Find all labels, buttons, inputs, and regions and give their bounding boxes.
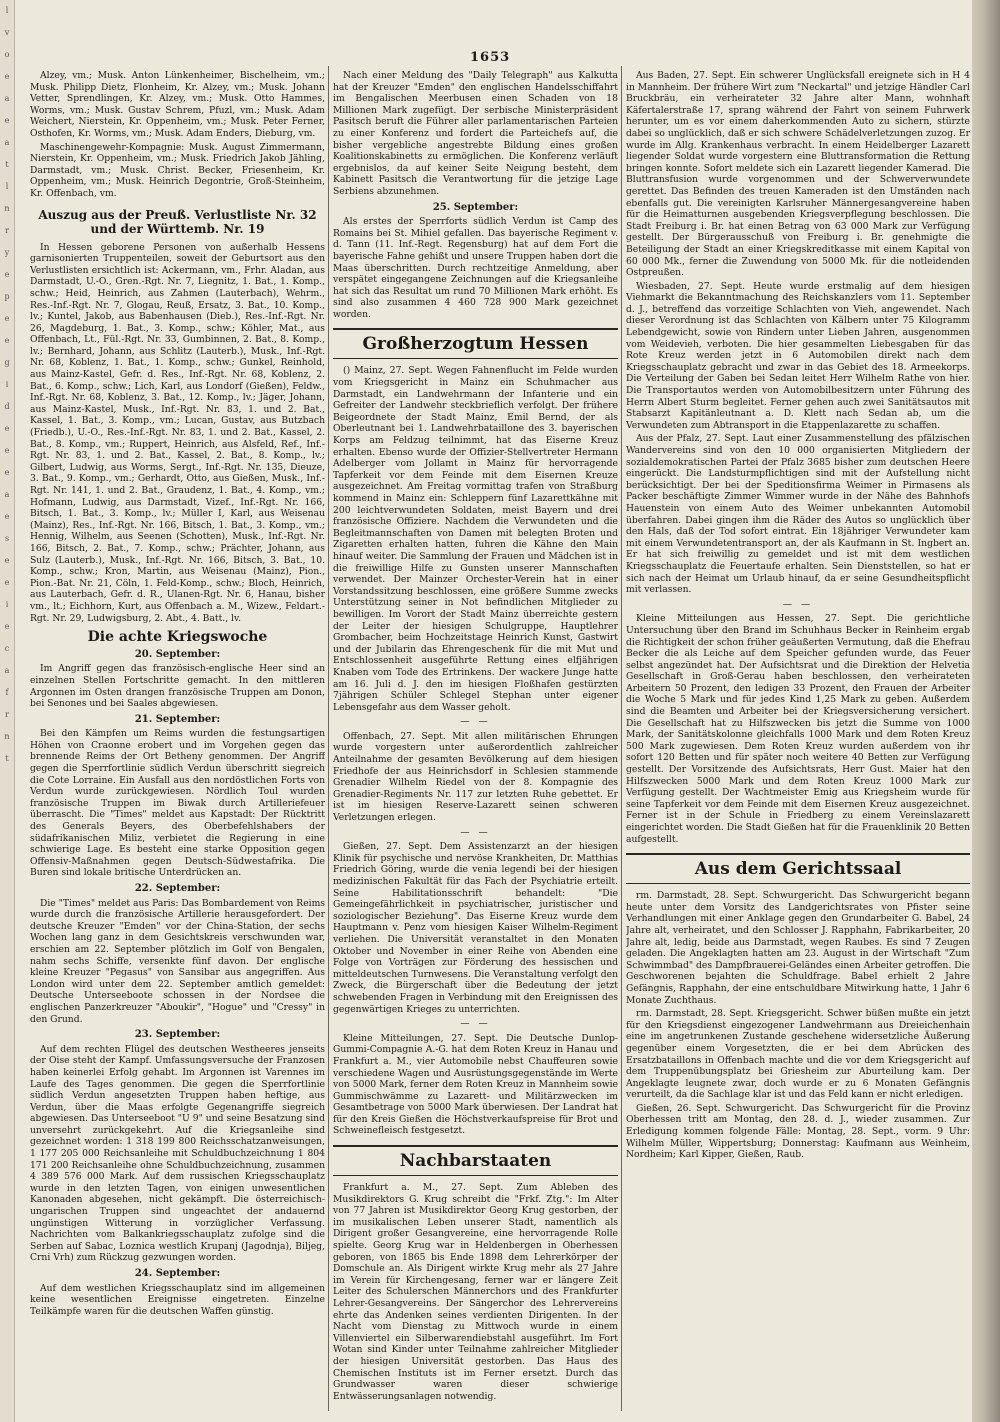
- news-item-pfalz: Aus der Pfalz, 27. Sept. Laut einer Zusammenstellung des pfälzischen Wandervereins sind von den 10 000 organisierten Mitgliedern der sozialdemokratischen Partei der Pfalz 3685 bisher zum deutschen Heere eingerückt. Die Landsturmpflichtigen sind mit der Aufstellung nicht berücksichtigt. Der bei der Speditionsfirma Weimer in Pirmasens als Packer beschäftigte Zimmer Wimmer wurde in der Nähe des Bahnhofs Hauenstein von einem Auto des Weimer unbekannten Automobil überfahren. Dabei gingen ihm die Räder des Autos so unglücklich über den Hals, daß der Tod sofort eintrat. Ein 18jähriger Verwundeter kam mit einem Verwundetentransport an, der als Kaufmann in St. Ingbert an. Er hat sich freiwillig zu gemeldet und ist mit dem westlichen Kriegsschauplatz die Feuertaufe erhalten. Sein Dienststellen, so hat er sich nach der Heimat um Urlaub hinauf, da er seine Gesundheitspflicht mit verlassen.: [626, 433, 970, 596]
- margin-letter: i: [5, 600, 9, 609]
- margin-letter: e: [4, 72, 10, 81]
- article-paragraph: Auf dem westlichen Kriegsschauplatz sind im allgemeinen keine wesentlichen Ereignisse eingetreten. Einzelne Teilkämpfe waren für die deutschen Waffen günstig.: [30, 1282, 325, 1317]
- war-week-heading: Die achte Kriegswoche: [87, 629, 268, 646]
- news-item-frankfurt: Frankfurt a. M., 27. Sept. Zum Ableben des Musikdirektors G. Krug schreibt die "Frkf. Ztg.": Im Alter von 77 Jahren ist Musikdirektor Georg Krug gestorben, der im musikalischen Leben unserer Stadt, namentlich als Dirigent großer Gesangvereine, eine hervorragende Rolle spielte. Georg Krug war in Heldenbergen in Oberhessen geboren, von 1865 bis Ende 1898 dem Lehrerkörper der Domschule an. Als Dirigent wirkte Krug mehr als 27 Jahre im Verein für Kirchengesang, ferner war er längere Zeit Leiter des Schulerschen Männerchors und des Frankfurter Lehrer-Gesangvereins. Der Sängerchor des Lehrervereins ehrte das Andenken seines verdienten Dirigenten. In der Nacht vom Dienstag zu Mittwoch wurde in einem Villenviertel ein Silberwarendiebstahl ausgeführt. Im Fort Wotan sind Kinder unter Teilnahme zahlreicher Mitglieder der hiesigen Universität gestorben. Das Haus des Chemischen Instituts ist im Ferner ersetzt. Durch das Grundwasser waren dieser schwierige Entwässerungsanlagen notwendig.: [333, 1182, 618, 1402]
- margin-letter: c: [4, 644, 10, 653]
- margin-letter: v: [4, 28, 10, 37]
- casualty-list-heading: Auszug aus der Preuß. Verlustliste Nr. 32 und der Württemb. Nr. 19: [38, 207, 317, 236]
- date-heading: 22. September:: [134, 883, 221, 894]
- article-paragraph: Nach einer Meldung des "Daily Telegraph" aus Kalkutta hat der Kreuzer "Emden" den englischen Handelsschiffahrt im Bengalischen Meerbusen einen Schaden von 18 Millionen Mark zugefügt. Der serbische Ministerpräsident Pasitsch beruft die Führer aller parlamentarischen Parteien zu einer Konferenz und fordert die Parteichefs auf, die bisher vergebliche angestrebte Bildung eines großen Koalitionskabinetts zu ermöglichen. Die Konferenz verläuft ergebnislos, da auf keiner Seite Neigung besteht, dem Kabinett Pasitsch die Verantwortung für die jetzige Lage Serbiens abzunehmen.: [333, 70, 618, 197]
- news-item-giessen: Gießen, 27. Sept. Dem Assistenzarzt an der hiesigen Klinik für psychische und nervöse Krankheiten, Dr. Matthias Friedrich Göring, wurde die venia legendi bei der hiesigen medizinischen Fakultät für das Fach der Psychiatrie erteilt. Seine Habilitationsschrift behandelt: "Die Gemeingefährlichkeit in psychiatrischer, juristischer und soziologischer Beziehung". Das Eiserne Kreuz wurde dem Hauptmann v. Penz vom hiesigen Kaiser Wilhelm-Regiment verliehen. Die Universität veranstaltet in den Monaten Oktober und November in einer Reihe von Abenden eine Folge von Vorträgen zur Förderung des hessischen und mitteldeutschen Turnwesens. Die Veranstaltung verfolgt den Zweck, die Bürgerschaft über die Bedeutung der jetzt schwebenden Fragen in Verbindung mit den Ereignissen des gegenwärtigen Krieges zu unterrichten.: [333, 841, 618, 1015]
- margin-letter: e: [4, 446, 10, 455]
- margin-letter: e: [4, 556, 10, 565]
- column-2: [333, 70, 618, 1410]
- margin-letter: p: [4, 292, 10, 301]
- casualty-list-text: In Hessen geborene Personen von außerhalb Hessens garnisonierten Truppenteilen, soweit der Geburtsort aus den Verlustlisten ersichtlich ist: Ackermann, vm., Frhr. Aladan, aus Darmstadt, U.-O., Gren.-Rgt. Nr. 7, Liegnitz, 1. Bat., 1. Komp., schw.; Heid, Heinrich, aus Zahmen (Lauterbach), Wehrm., Res.-Inf.-Rgt. Nr. 7, Glogau, Reuß, Ersatz, 3. Bat., 10. Komp., lv.; Kuntel, Jakob, aus Babenhausen (Dieb.), Res.-Inf.-Rgt. Nr. 26, Magdeburg, 1. Bat., 3. Komp., schw.; Köhler, Mat., aus Offenbach, Lt., Fül.-Rgt. Nr. 33, Gumbinnen, 2. Bat., 8. Komp., lv.; Bernhard, Johann, aus Schlitz (Lauterb.), Musk., Inf.-Rgt. Nr. 68, Koblenz, 1. Bat., 1. Komp., schw.; Gunkel, Reinhold, aus Mainz-Kastel, Gefr. d. Res., Inf.-Rgt. Nr. 68, Koblenz, 2. Bat., 6. Komp., schw.; Lich, Karl, aus Londorf (Gießen), Feldw., Inf.-Rgt. Nr. 68, Koblenz, 3. Bat., 12. Komp., lv.; Jäger, Johann, aus Mainz-Kastel, Musk., Inf.-Rgt. Nr. 83, 1. und 2. Bat., Kassel, 1. Bat., 3. Komp., vm.; Lucan, Gustav, aus Butzbach (Friedb.), U.-O., Res.-Inf.-Rgt. Nr. 83, 1. und 2. Bat., Kassel, 2. Bat., 8. Komp., vm.; Ruppert, Heinrich, aus Alsfeld, Ref., Inf.-Rgt. Nr. 83, 1. und 2. Bat., Kassel, 2. Bat., 8. Komp., lv.; Gilbert, Ludwig, aus Worms, Sergt., Inf.-Rgt. Nr. 135, Dieuze, 3. Bat., 9. Komp., vm.; Gerhardt, Otto, aus Gießen, Musk., Inf.-Rgt. Nr. 141, 1. und 2. Bat., Graudenz, 1. Bat., 4. Komp., vm.; Hofmann, Ludwig, aus Darmstadt, Vizef., Inf.-Rgt. Nr. 166, Bitsch, 1. Bat., 3. Komp., lv.; Müller I, Karl, aus Weisenau (Mainz), Res., Inf.-Rgt. Nr. 166, Bitsch, 1. Bat., 3. Komp., vm.; Hennig, Wilhelm, aus Seenen (Schotten), Musk., Inf.-Rgt. Nr. 166, Bitsch, 2. Bat., 7. Komp., schw.; Prächter, Johann, aus Sulz (Lauterb.), Musk., Inf.-Rgt. Nr. 166, Bitsch, 3. Bat., 10. Komp., schw.; Kron, Martin, aus Weisenau (Mainz), Pion., Pion.-Bat. Nr. 21, Cöln, 1. Feld-Komp., schw.; Bloch, Heinrich, aus Lauterbach, Gefr. d. R., Ulanen-Rgt. Nr. 6, Hanau, bisher vm., lt.; Eichhorn, Kurt, aus Offenbach a. M., Wizew., Feldart.-Rgt. Nr. 29, Ludwigsburg, 2. Abt., 4. Batt., lv.: [30, 241, 325, 624]
- column-1: [30, 70, 325, 1410]
- section-heading-hessen: Großherzogtum Hessen: [333, 328, 618, 359]
- news-item-mainz: () Mainz, 27. Sept. Wegen Fahnenflucht im Felde wurden vom Kriegsgericht in Mainz ein Schuhmacher aus Darmstadt, ein Landwehrmann der Infanterie und ein Gefreiter der Landwehr steckbrieflich verfolgt. Der frühere Beigeordnete der Stadt Mainz, Emil Bernd, der als Oberleutnant bei 1. Landwehrbataillone des 3. bayerischen Korps am Feldzug teilnimmt, hat das Eiserne Kreuz erhalten. Ebenso wurde der Offizier-Stellvertreter Hermann Adelberger vom Jollamt in Mainz für hervorragende Tapferkeit vor dem Feinde mit dem Eisernen Kreuze ausgezeichnet. Am Freitag vormittag trafen von Straßburg kommend in Mainz ein: Schleppern fünf Lazarettkähne mit 200 leichtverwundeten Soldaten, meist Bayern und drei französische Offiziere. Nachdem die Verwundeten und die Begleitmannschaften von Damen mit belegten Broten und Zigaretten erhalten hatten, fuhren die Kähne den Main hinauf weiter. Die Sammlung der Frauen und Mädchen ist in die freiwillige Hilfe zu Gunsten unserer Mannschaften verwendet. Der Mainzer Orchester-Verein hat in einer Vorstandssitzung beschlossen, eine größere Summe zwecks Unterstützung seiner in Not befindlichen Mitglieder zu bewilligen. Im Vorort der Stadt Mainz überreichte gestern der Leiter der hiesigen Schulgruppe, Hauptlehrer Grombacher, beim Hochzeitstage Heinrich Kunst, Gastwirt und der Jubilarin das Ehrengeschenk für die mit Mut und Entschlossenheit ausgeführte Rettung eines elfjährigen Knaben vom Tode des Ertrinkens. Der wackere Junge hatte am 16. Juli d. J. den im hiesigen Floßhafen gestürzten 7jährigen Schüler Schlegel Stephan unter eigener Lebensgefahr aus dem Wasser geholt.: [333, 365, 618, 713]
- court-item-giessen: Gießen, 26. Sept. Schwurgericht. Das Schwurgericht für die Provinz Oberhessen tritt am Montag, den 28. d. J., wieder zusammen. Zur Erledigung kommen folgende Fälle: Montag, 28. Sept., vorm. 9 Uhr: Wilhelm Müller, Wippertsburg; Donnerstag: Kaufmann aus Weinheim, Nordheim; Karl Kipper, Gießen, Raub.: [626, 1102, 970, 1161]
- column-rule-2: [621, 66, 622, 1411]
- margin-letter: l: [5, 6, 9, 15]
- separator: — —: [460, 716, 491, 728]
- court-item-darmstadt-2: rm. Darmstadt, 28. Sept. Kriegsgericht. Schwer büßen mußte ein jetzt für den Kriegsdienst eingezogener Landwehrmann aus Dreieichenhain eine im angetrunkenen Zustande geschehene widersetzliche Äußerung gegenüber einem Vorgesetzten, die er bei dem Abrücken des Ersatzbataillons in Offenbach machte und die vor dem Kriegsgericht auf dem Truppenübungsplatz bei Griesheim zur Aburteilung kam. Der Angeklagte leugnete zwar, doch wurde er zu 6 Monaten Gefängnis verurteilt, da die Sachlage klar ist und das Feld kann er nicht erledigen.: [626, 1008, 970, 1101]
- column-3: [626, 70, 970, 1410]
- date-heading: 25. September:: [432, 201, 519, 213]
- margin-letter: n: [4, 732, 10, 741]
- news-item-baden: Aus Baden, 27. Sept. Ein schwerer Unglücksfall ereignete sich in H 4 in Mannheim. Der frühere Wirt zum "Neckartal" und jetzige Händler Carl Bruckbräu, ein verheirateter 32 Jahre alter Mann, wohnhaft Käfertalerstraße 17, sprang während der Fahrt von seinem Fuhrwerk herunter, um es vor einem daherkommenden Auto zu sichern, stürzte dabei so unglücklich, daß er sich schwere Schädelverletzungen zuzog. Er wurde im Allg. Krankenhaus verbracht. In einem Heidelberger Lazarett liegender Soldat wurde vorgestern eine Bluttransformation die Rettung bringen konnte. Sofort meldete sich ein Lazarett liegender Kamerad. Die Bluttransfusion wurde vorgenommen und der Schwerverwundete gerettet. Das Befinden des treuen Kameraden ist den Umständen nach ebenfalls gut. Die vereinigten Karlsruher Männergesangvereine haben für die Heimatturnen ausgebenden Kriegsverpflegung beschlossen. Die Stadt Freiburg i. Br. hat einen Betrag von 63 000 Mark zur Verfügung gestellt. Der Bürgerausschuß von Freiburg i. Br. genehmigte die Beteiligung der Stadt an einer Kriegskreditkasse mit einem Kapital von 60 000 Mk., ferner die Zuwendung von 5000 Mk. für die notleidenden Ostpreußen.: [626, 70, 970, 279]
- margin-letter: a: [4, 138, 10, 147]
- margin-letter: t: [5, 160, 9, 169]
- separator: — —: [460, 1018, 491, 1030]
- margin-letter: e: [4, 512, 10, 521]
- date-heading: 20. September:: [134, 648, 221, 660]
- date-heading: 21. September:: [134, 713, 221, 725]
- margin-letter: e: [4, 270, 10, 279]
- machine-gun-company-list: Maschinengewehr-Kompagnie: Musk. August Zimmermann, Nierstein, Kr. Oppenheim, vm.; Musk. Friedrich Jakob Jähling, Darmstadt, vm.; Musk. Christ. Becker, Friesenheim, Kr. Oppenheim, vm.; Musk. Heinrich Degontrie, Groß-Steinheim, Kr. Offenbach, vm.: [30, 141, 325, 199]
- margin-letter: i: [5, 380, 9, 389]
- margin-letter: a: [4, 666, 10, 675]
- separator: — —: [460, 826, 491, 838]
- page-number: 1653: [470, 50, 511, 65]
- adjacent-page-margin: [0, 0, 15, 1422]
- section-heading-nachbarstaaten: Nachbarstaaten: [333, 1145, 618, 1176]
- margin-letter: e: [4, 622, 10, 631]
- news-item-wiesbaden: Wiesbaden, 27. Sept. Heute wurde erstmalig auf dem hiesigen Viehmarkt die Bekanntmachung des Reichskanzlers vom 11. September d. J., betreffend das vorzeitige Schlachten von Vieh, angewendet. Nach dieser Verordnung ist das Schlachten von Kälbern unter 75 Kilogramm Lebendgewicht, sowie von Rindern unter Lieben Jahren, ausgenommen vom Weidevieh, verboten. Die hier gesammelten Liebesgaben für das Rote Kreuz werden jetzt in 6 Automobilen direkt nach dem Kriegsschauplatz gebracht und zwar in das Gebiet des 18. Armeekorps. Die Verteilung der Gaben bei Sedan leitet Herr Wilhelm Rathe von hier. Die Transportautos werden von Automobilbesitzern unter Führung des Herrn Albert Sturm begleitet. Ferner gehen auch zwei Sanitätsautos mit Stabsarzt Kapitänleutnant a. D. Klett nach Sedan ab, um die Verwundeten zum Abtransport in die Etappenlazarette zu schaffen.: [626, 280, 970, 431]
- margin-letter: t: [5, 754, 9, 763]
- margin-letter: l: [5, 182, 9, 191]
- margin-letter: e: [4, 578, 10, 587]
- margin-letter: n: [4, 204, 10, 213]
- margin-letter: r: [5, 226, 9, 235]
- margin-letter: s: [4, 534, 10, 543]
- court-item-darmstadt-1: rm. Darmstadt, 28. Sept. Schwurgericht. Das Schwurgericht begann heute unter dem Vorsitz des Landgerichtsrates von Pfister seine Verhandlungen mit einer Anklage gegen den Grundarbeiter G. Babel, 24 Jahre alt, verheiratet, und den Schlosser J. Rapphahn, Fabrikarbeiter, 20 Jahre alt, ledig, beide aus Darmstadt, wegen Raubes. Es sind 7 Zeugen geladen. Die Angeklagten hatten am 23. August in der Wirtschaft "Zum Schwimmbad" des Dampfbrauerei-Geländes einen Arbeiter getroffen. Die Geschworenen bejahten die Schuldfrage. Babel erhielt 2 Jahre Gefängnis, Rapphahn, der eine entschuldbare Mitwirkung hatte, 1 Jahr 6 Monate Zuchthaus.: [626, 890, 970, 1006]
- news-item-offenbach: Offenbach, 27. Sept. Mit allen militärischen Ehrungen wurde vorgestern unter außerordentlich zahlreicher Anteilnahme der gesamten Bevölkerung auf dem hiesigen Friedhofe der aus Heinrichsdorf in Schlesien stammende Grenadier Wilhelm Riedel von der 8. Kompagnie des Grenadier-Regiments Nr. 117 zur letzten Ruhe gebettet. Er ist im hiesigen Reserve-Lazarett seinen schweren Verletzungen erlegen.: [333, 730, 618, 824]
- news-item-kleine: Kleine Mitteilungen, 27. Sept. Die Deutsche Dunlop-Gummi-Compagnie A.-G. hat dem Roten Kreuz in Hanau und Frankfurt a. M., vier Automobile nebst Chauffeuren sowie verschiedene Wagen und Ausrüstungsgegenstände im Werte von 5000 Mark, ferner dem Roten Kreuz in Mannheim sowie Gummischwämme zu Lazarett- und Militärzwecken im Gesamtbetrage von 5000 Mark überwiesen. Der Landrat hat für den Kreis Gießen die Höchstverkaufspreise für Brot und Schweinefleisch festgesetzt.: [333, 1032, 618, 1137]
- margin-letter: y: [4, 248, 10, 257]
- article-paragraph: Auf dem rechten Flügel des deutschen Westheeres jenseits der Oise steht der Kampf. Umfassungsversuche der Franzosen haben keinerlei Erfolg gehabt. Im Argonnen ist Varennes im Laufe des Tages genommen. Die gegen die Sperrfortlinie südlich Verdun angesetzten Truppen haben heftige, aus Verdun, über die Maas erfolgte Gegenangriffe siegreich abgewiesen. Das Unterseeboot "U 9" und seine Besatzung sind unversehrt zurückgekehrt. Auf die Kriegsanleihe sind gezeichnet worden: 1 318 199 800 Reichsschatzanweisungen, 1 177 205 000 Reichsanleihe mit Schuldbuchzeichnung 1 804 171 200 Reichsanleihe ohne Schuldbuchzeichnung, zusammen 4 389 576 000 Mark. Auf dem russischen Kriegsschauplatz wurde in den letzten Tagen, von einigen unwesentlichen Kanonaden abgesehen, nicht gekämpft. Die österreichisch-ungarischen Truppen sind ungeachtet der andauernd ungünstigen Witterung in vorzüglicher Verfassung. Nachrichten vom Balkankriegsschauplatz zufolge sind die Serben auf Sabac, Loznica westlich Krupanj (Jagodnja), Biljeg, Crni Vrh) zum Rückzug gezwungen worden.: [30, 1043, 325, 1264]
- margin-letter: e: [4, 116, 10, 125]
- column-rule-1: [328, 66, 329, 1411]
- date-heading: 23. September:: [134, 1029, 221, 1041]
- margin-letter: a: [4, 94, 10, 103]
- margin-letter: a: [4, 490, 10, 499]
- section-heading-gerichtssaal: Aus dem Gerichtssaal: [626, 853, 970, 884]
- margin-letter: o: [4, 50, 10, 59]
- margin-letter: e: [4, 468, 10, 477]
- article-paragraph: Im Angriff gegen das französisch-englische Heer sind an einzelnen Stellen Fortschritte gemacht. In den mittleren Argonnen im Osten drangen französische Truppen am Donon, bei Senones und bei Saales abgewiesen.: [30, 663, 325, 710]
- margin-letter: e: [4, 336, 10, 345]
- binding-edge: [972, 0, 1000, 1422]
- margin-letter: g: [4, 358, 10, 367]
- margin-letter: e: [4, 314, 10, 323]
- margin-letter: d: [4, 402, 10, 411]
- separator: — —: [782, 598, 814, 610]
- margin-letter: r: [5, 710, 9, 719]
- article-paragraph: Die "Times" meldet aus Paris: Das Bombardement von Reims wurde durch die französische Artillerie herausgefordert. Der deutsche Kreuzer "Emden" vor der China-Station, der sechs Wochen lang ganz in dem Gesichtskreis verschwunden war, erschien am 22. September plötzlich im Golf von Bengalen, nahm sechs Schiffe, versenkte fünf davon. Der englische kleine Kreuzer "Pegasus" von Sansibar aus angegriffen. Aus London wird unter dem 22. September amtlich gemeldet: Deutsche Unterseeboote schossen in der Nordsee die englischen Panzerkreuzer "Aboukir", "Hogue" und "Cressy" in den Grund.: [30, 897, 325, 1025]
- article-paragraph: Als erstes der Sperrforts südlich Verdun ist Camp des Romains bei St. Mihiel gefallen. Das bayerische Regiment v. d. Tann (11. Inf.-Regt. Regensburg) hat auf dem Fort die bayerische Fahne gehißt und unsere Truppen haben dort die Maas überschritten. Durch rechtzeitige Anmeldung, aber verspätet eingegangene Zeichnungen auf die Kriegsanleihe hat sich das Resultat um rund 70 Millionen Mark erhöht. Es sind also zusammen 4 460 728 900 Mark gezeichnet worden.: [333, 216, 618, 320]
- news-item-kleine-hessen: Kleine Mitteilungen aus Hessen, 27. Sept. Die gerichtliche Untersuchung über den Brand im Schuhhaus Becker in Reinheim ergab die Richtigkeit der schon früher geäußerten Vermutung, daß die Ehefrau Becker die als Leiche auf dem Speicher gefunden wurde, das Feuer selbst angezündet hat. Der Aufsichtsrat und die Direktion der Helvetia Gesellschaft in Groß-Gerau haben beschlossen, den verheirateten Arbeitern 50 Prozent, den ledigen 33 Prozent, den Frauen der Arbeiter die Woche 5 Mark und für jedes Kind 1,25 Mark zu geben. Außerdem sind die Beamten und Arbeiter bei der Kriegsversicherung versichert. Die Gesellschaft hat zu Hilfszwecken bis jetzt die Summe von 1000 Mark, der Sanitätskolonne gleichfalls 1000 Mark und dem Roten Kreuz 500 Mark zugewiesen. Dem Roten Kreuz wurden außerdem von ihr sofort 120 Betten und für später noch weitere 40 Betten zur Verfügung gestellt. Der Vorsitzende des Aufsichtsrats, Herr Gust. Maier hat den Hilfszwecken 5000 Mark und dem Roten Kreuz 1000 Mark zur Verfügung gestellt. Der Wachtmeister Emig aus Kriegsheim wurde für seine Tapferkeit vor dem Feinde mit dem Eisernen Kreuz ausgezeichnet. Ferner ist in der Schule in Friedberg zu einem Vereinslazarett eingerichtet worden. Die Stadt Gießen hat für die Frauenklinik 20 Betten aufgestellt.: [626, 613, 970, 845]
- margin-letter: f: [5, 688, 9, 697]
- article-paragraph: Bei den Kämpfen um Reims wurden die festungsartigen Höhen von Craonne erobert und im Vorgehen gegen das brennende Reims der Ort Betheny genommen. Der Angriff gegen die Sperrfortlinie südlich Verdun überschritt siegreich die Cote Lorraine. Ein Ausfall aus den nordöstlichen Forts von Verdun wurde zurückgewiesen. Nördlich Toul wurden französische Truppen im Biwak durch Artilleriefeuer überrascht. Die "Times" meldet aus Kapstadt: Der Rücktritt des Generals Beyers, des Oberbefehlshabers der südafrikanischen Miliz, verbietet die Regierung in eine schwierige Lage. Es besteht eine starke Opposition gegen Offensiv-Maßnahmen gegen Deutsch-Südwestafrika. Die Buren sind lokale britische Unterdrücken an.: [30, 728, 325, 879]
- date-heading: 24. September:: [134, 1268, 221, 1279]
- margin-letter: e: [4, 424, 10, 433]
- casualty-list-continuation: Alzey, vm.; Musk. Anton Lünkenheimer, Bischelheim, vm.; Musk. Philipp Dietz, Flonheim, Kr. Alzey, vm.; Musk. Johann Vetter, Sprendlingen, Kr. Alzey, vm.; Musk. Otto Hammes, Worms, vm.; Musk. Gustav Schrem, Pfuzl, vm.; Musk. Adam Weichert, Nierstein, Kr. Oppenheim, vm.; Musk. Peter Ferner, Osthofen, Kr. Worms, vm.; Musk. Adam Enders, Dieburg, vm.: [30, 70, 325, 139]
